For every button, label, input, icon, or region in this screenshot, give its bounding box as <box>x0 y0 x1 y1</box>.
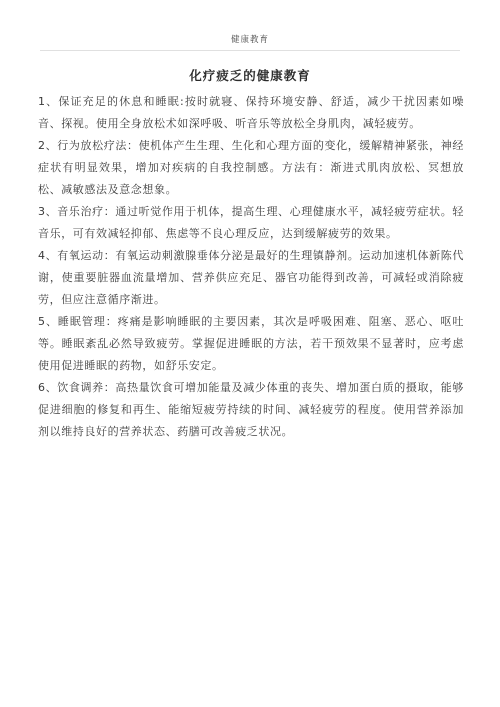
paragraph-music-therapy: 3、音乐治疗：通过听觉作用于机体，提高生理、心理健康水平，减轻疲劳症状。轻音乐，可有效减轻抑郁、焦虑等不良心理反应，达到缓解疲劳的效果。 <box>38 205 464 240</box>
header-divider <box>40 50 460 51</box>
paragraph-sleep-management: 5、睡眠管理：疼痛是影响睡眠的主要因素，其次是呼吸困难、阻塞、恶心、呕吐等。睡眠紊乱必然导致疲劳。掌握促进睡眠的方法，若干预效果不显著时，应考虑使用促进睡眠的药物，如舒乐安定。 <box>38 315 464 372</box>
paragraph-aerobic-exercise: 4、有氧运动：有氧运动刺激腺垂体分泌是最好的生理镇静剂。运动加速机体新陈代谢，使重要脏器血流量增加、营养供应充足、器官功能得到改善，可减轻或消除疲劳，但应注意循序渐进。 <box>38 249 464 306</box>
paragraph-rest-sleep: 1、保证充足的休息和睡眠:按时就寝、保持环境安静、舒适，减少干扰因素如噪音、探视。使用全身放松术如深呼吸、听音乐等放松全身肌肉，减轻疲劳。 <box>38 95 464 130</box>
paragraph-diet: 6、饮食调养：高热量饮食可增加能量及减少体重的丧失、增加蛋白质的摄取，能够促进细胞的修复和再生、能缩短疲劳持续的时间、减轻疲劳的程度。使用营养添加剂以维持良好的营养状态、药膳可改善疲乏状况。 <box>38 381 464 438</box>
running-header: 健康教育 <box>230 35 269 45</box>
paragraph-behavioral-relaxation: 2、行为放松疗法：使机体产生生理、生化和心理方面的变化，缓解精神紧张，神经症状有明显效果，增加对疾病的自我控制感。方法有：渐进式肌肉放松、冥想放松、减敏感法及意念想象。 <box>38 139 464 196</box>
document-title: 化疗疲乏的健康教育 <box>189 68 311 83</box>
document-body <box>38 91 464 443</box>
